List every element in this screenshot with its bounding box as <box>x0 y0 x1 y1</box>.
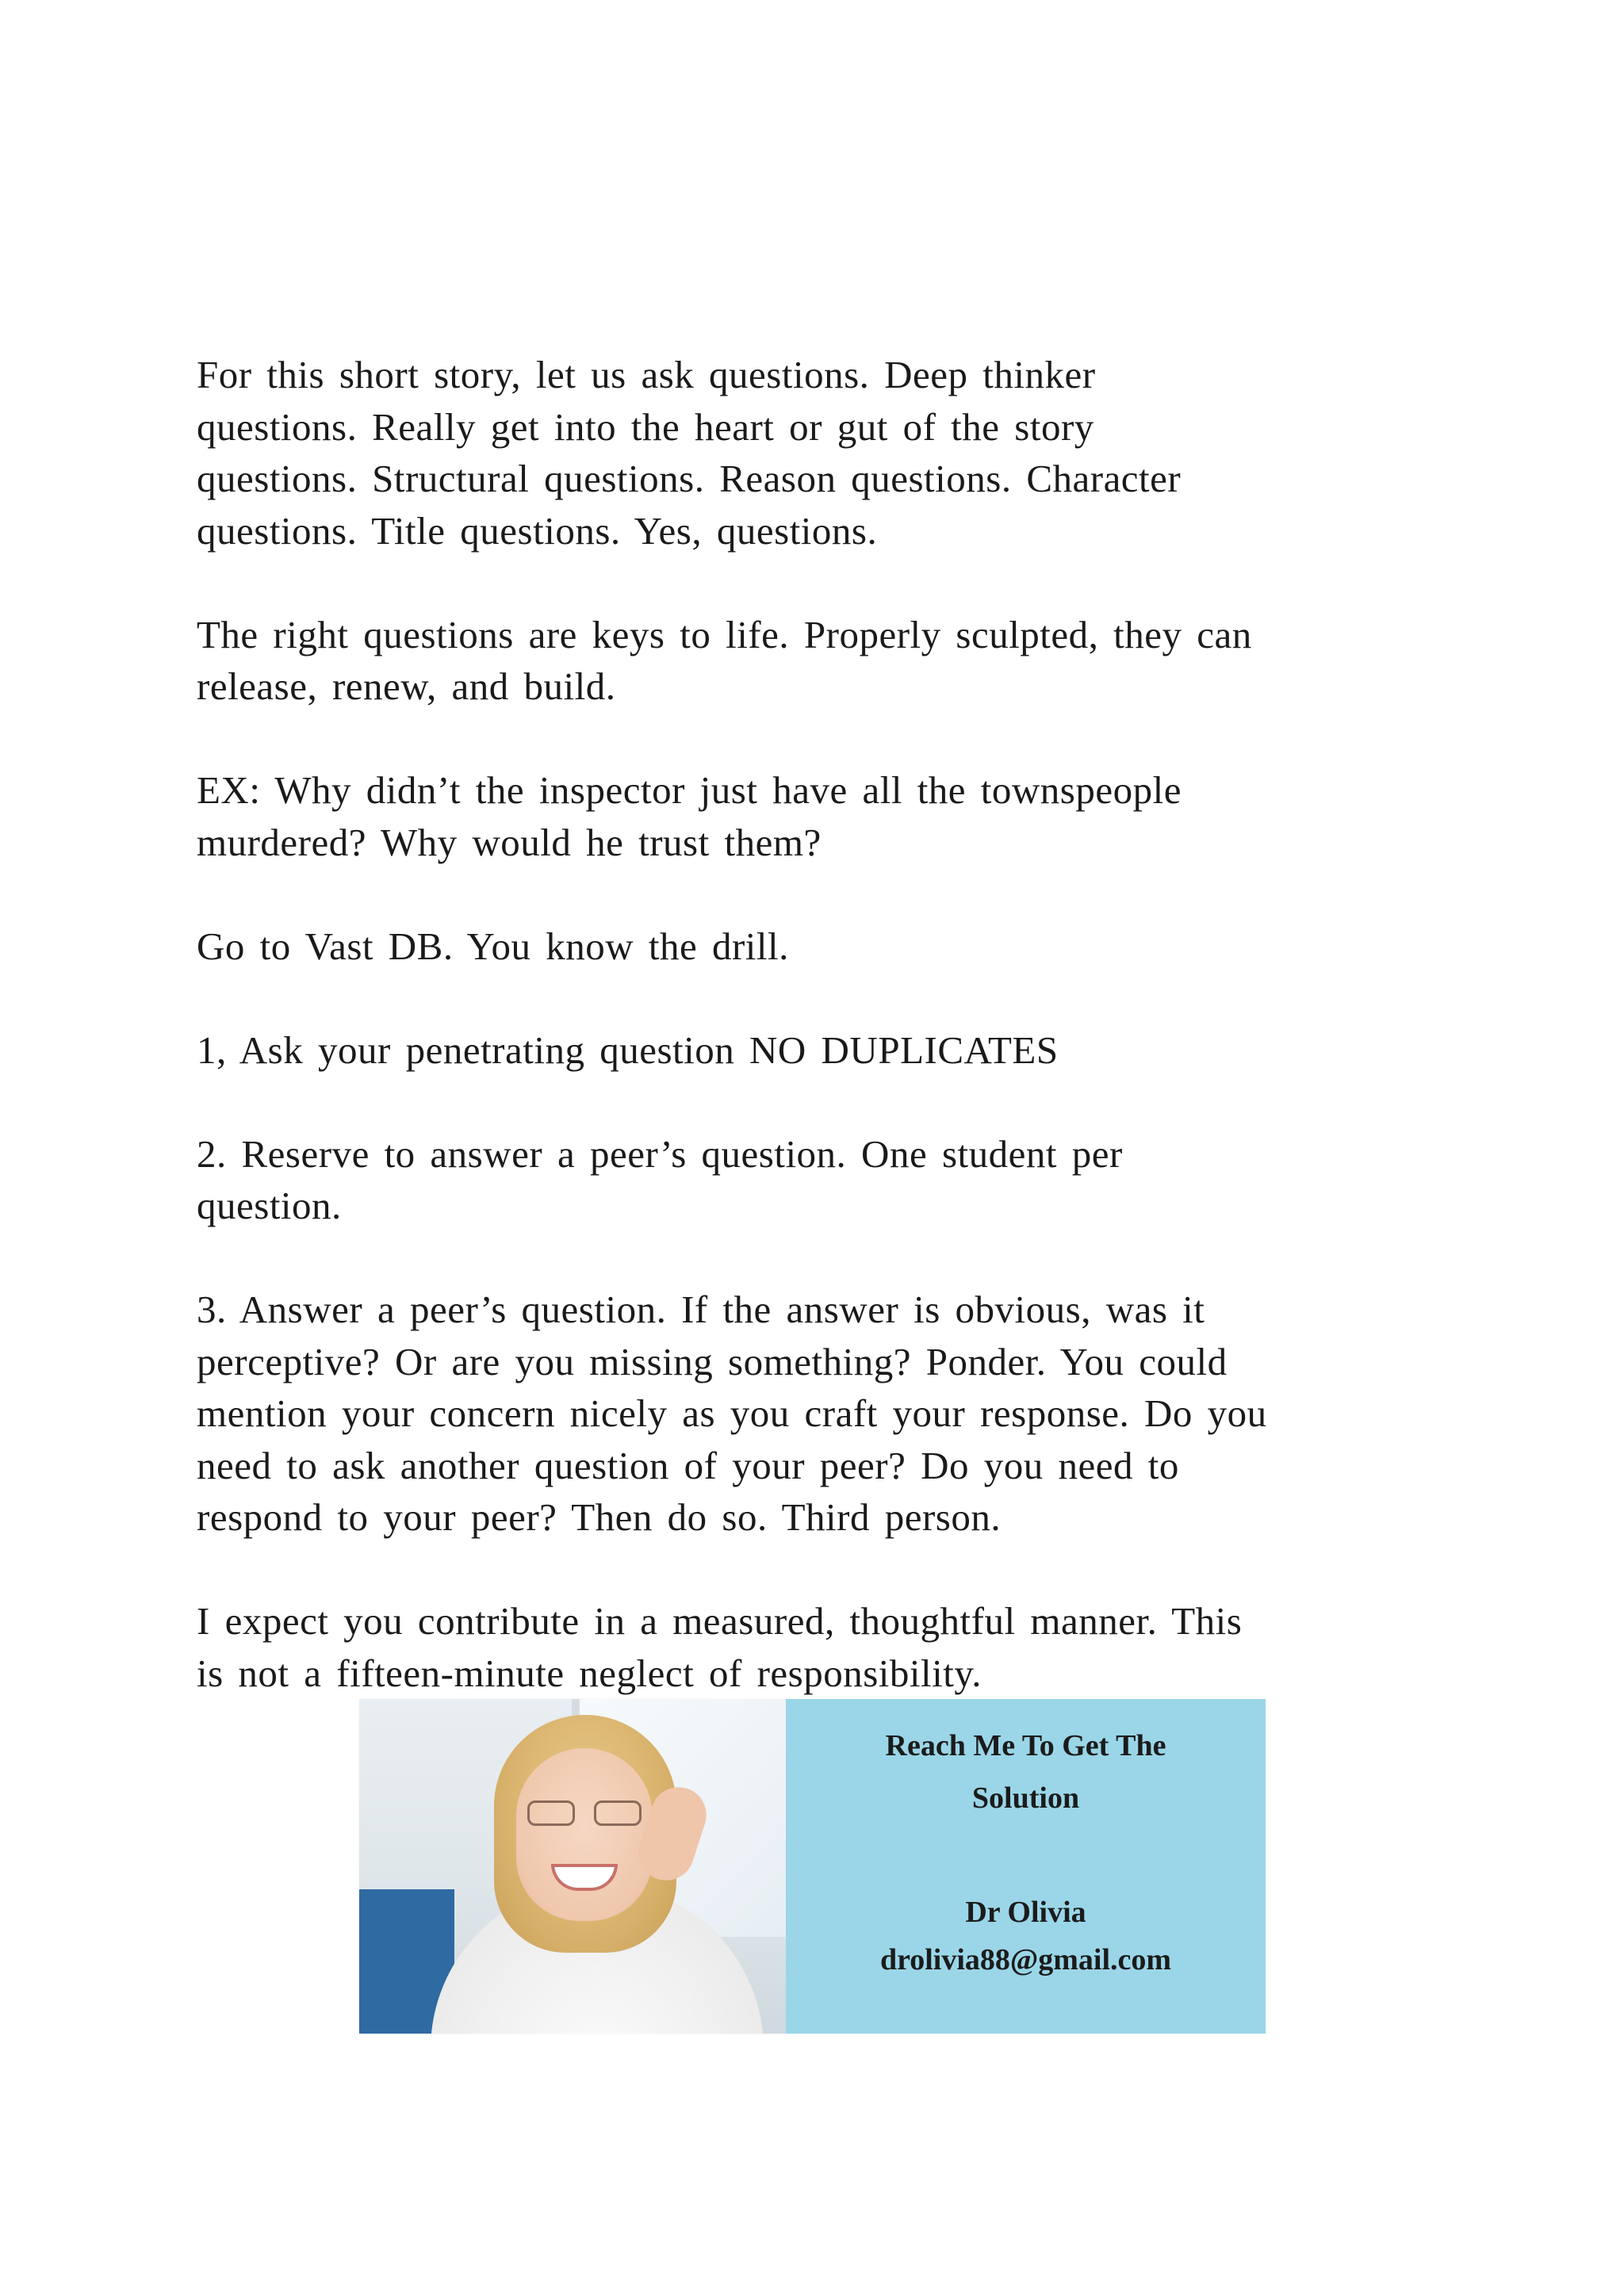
ad-heading-line-1: Reach Me To Get The <box>885 1729 1166 1762</box>
photo-glasses <box>527 1800 642 1827</box>
paragraph-intro: For this short story, let us ask questions. Deep thinker questions. Really get into the heart or gut of the story questions. Structural questions. Reason questions. Character questions. Title questions. Yes, questions. <box>197 353 1182 553</box>
ad-heading-line-2: Solution <box>971 1781 1080 1815</box>
photo-face <box>516 1748 653 1921</box>
paragraph-right-questions: The right questions are keys to life. Properly sculpted, they can release, renew, and build. <box>197 612 1252 708</box>
paragraph-expectation: I expect you contribute in a measured, thoughtful manner. This is not a fifteen-minute neglect of responsibility. <box>197 1599 1243 1695</box>
paragraph-step-1: 1, Ask your penetrating question NO DUPLICATES <box>197 1027 1059 1072</box>
ad-info-panel <box>786 1699 1266 2034</box>
paragraph-step-2: 2. Reserve to answer a peer’s question. One student per question. <box>197 1131 1123 1227</box>
ad-contact-email[interactable]: drolivia88@gmail.com <box>879 1943 1172 1976</box>
paragraph-example: EX: Why didn’t the inspector just have all the townspeople murdered? Why would he trust them? <box>197 768 1182 864</box>
document-body <box>197 349 1434 1699</box>
contact-ad-banner <box>359 1699 1266 2034</box>
paragraph-step-3: 3. Answer a peer’s question. If the answer is obvious, was it perceptive? Or are you missing something? Ponder. You could mention your concern nicely as you craft your response. Do you need to ask another question of your peer? Do you need to respond to your peer? Then do so. Third person. <box>197 1288 1267 1539</box>
paragraph-vast-db: Go to Vast DB. You know the drill. <box>197 924 789 968</box>
ad-contact-name: Dr Olivia <box>965 1896 1086 1929</box>
ad-photo-woman-with-glasses <box>359 1699 786 2034</box>
